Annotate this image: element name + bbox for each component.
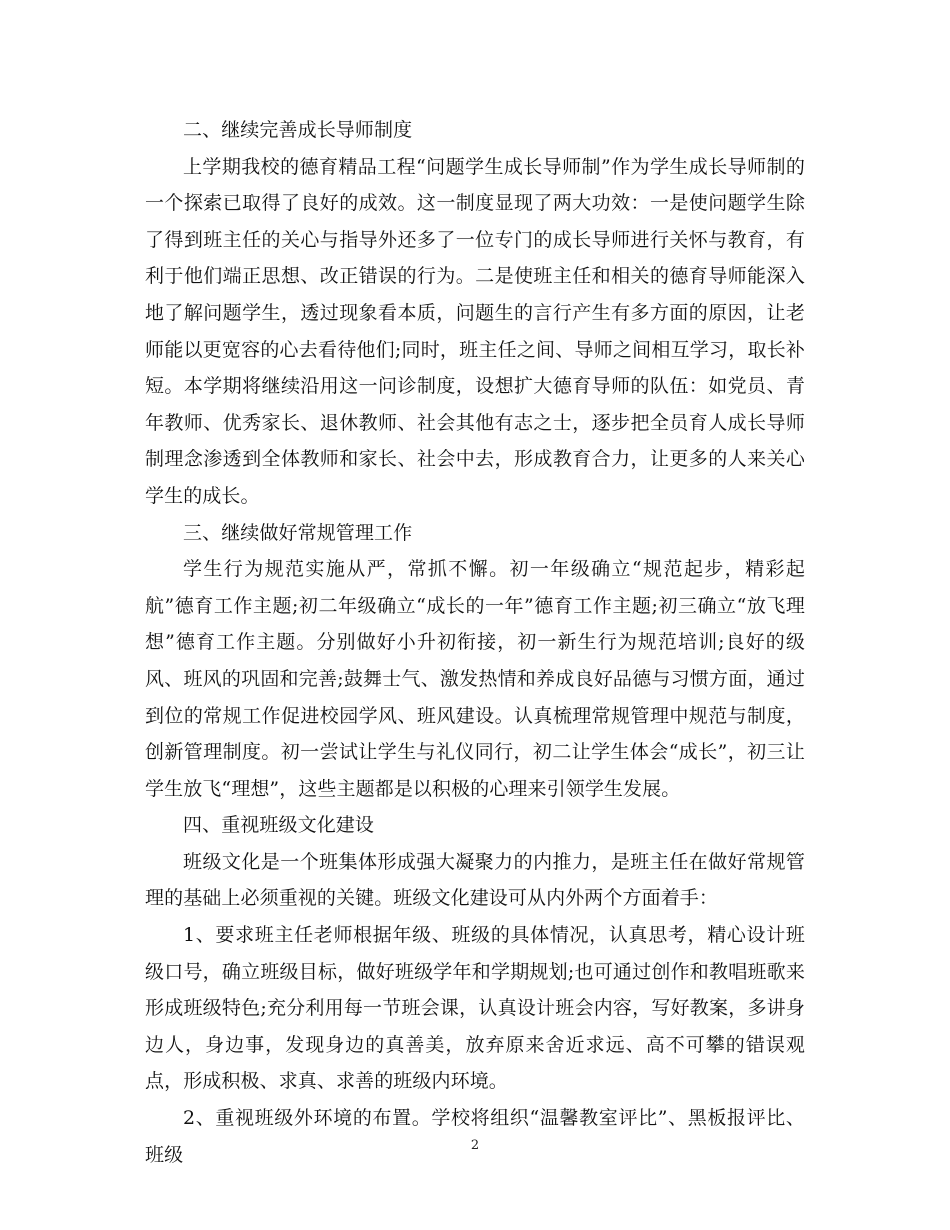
- document-body: [145, 112, 805, 1173]
- page-number: 2: [470, 1138, 480, 1153]
- list-item-1: 1、要求班主任老师根据年级、班级的具体情况，认真思考，精心设计班级口号，确立班级目标，做好班级学年和学期规划;也可通过创作和教唱班歌来形成班级特色;充分利用每一节班会课，认真设计班会内容，写好教案，多讲身边人，身边事，发现身边的真善美，放弃原来舍近求远、高不可攀的错误观点，形成积极、求真、求善的班级内环境。: [145, 924, 805, 1093]
- list-item-2: 2、重视班级外环境的布置。学校将组织“温馨教室评比”、黑板报评比、班级: [145, 1107, 805, 1166]
- paragraph: 班级文化是一个班集体形成强大凝聚力的内推力，是班主任在做好常规管理的基础上必须重视的关键。班级文化建设可从内外两个方面着手：: [145, 850, 805, 910]
- paragraph: 学生行为规范实施从严，常抓不懈。初一年级确立“规范起步，精彩起航”德育工作主题;初二年级确立“成长的一年”德育工作主题;初三确立“放飞理想”德育工作主题。分别做好小升初衔接，初一新生行为规范培训;良好的级风、班风的巩固和完善;鼓舞士气、激发热情和养成良好品德与习惯方面，通过到位的常规工作促进校园学风、班风建设。认真梳理常规管理中规范与制度，创新管理制度。初一尝试让学生与礼仪同行，初二让学生体会“成长”，初三让学生放飞“理想”，这些主题都是以积极的心理来引领学生发展。: [145, 558, 805, 800]
- section-heading-3: 三、继续做好常规管理工作: [183, 521, 413, 544]
- section-heading-2: 二、继续完善成长导师制度: [183, 119, 413, 141]
- paragraph: 上学期我校的德育精品工程“问题学生成长导师制”作为学生成长导师制的一个探索已取得了良好的成效。这一制度显现了两大功效：一是使问题学生除了得到班主任的关心与指导外还多了一位专门的成长导师进行关怀与教育，有利于他们端正思想、改正错误的行为。二是使班主任和相关的德育导师能深入地了解问题学生，透过现象看本质，问题生的言行产生有多方面的原因，让老师能以更宽容的心去看待他们;同时，班主任之间、导师之间相互学习，取长补短。本学期将继续沿用这一问诊制度，设想扩大德育导师的队伍：如党员、青年教师、优秀家长、退休教师、社会其他有志之士，逐步把全员育人成长导师制理念渗透到全体教师和家长、社会中去，形成教育合力，让更多的人来关心学生的成长。: [145, 155, 805, 507]
- section-heading-4: 四、重视班级文化建设: [183, 814, 375, 837]
